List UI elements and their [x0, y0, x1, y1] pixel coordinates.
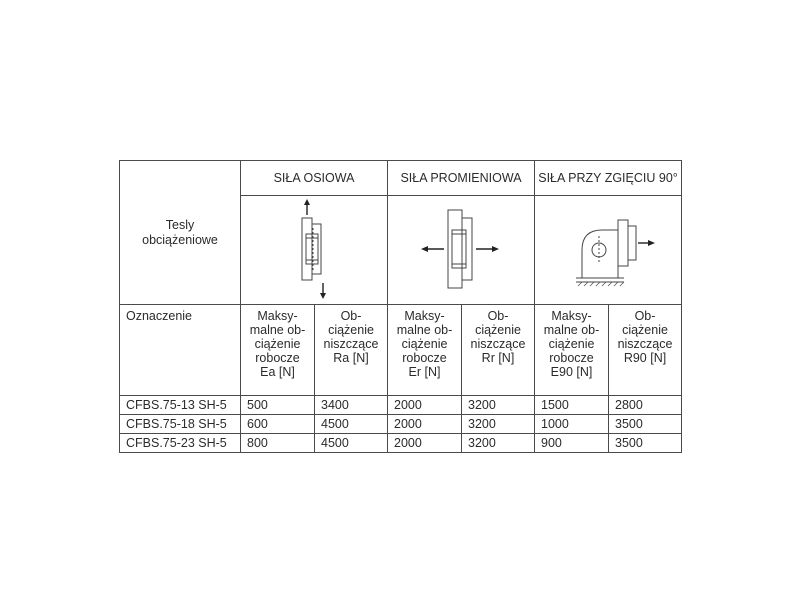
label-line: robocze	[402, 351, 447, 365]
bending-force-diagram	[558, 198, 658, 302]
label-line: malne ob-	[249, 323, 306, 337]
axial-force-diagram-cell	[241, 196, 388, 305]
value-cell: 2000	[388, 434, 462, 453]
value-cell: 3200	[462, 434, 535, 453]
tests-header-cell	[120, 161, 241, 305]
table-row	[120, 434, 682, 453]
label-line: E90 [N]	[550, 365, 593, 379]
label-line: Maksy-	[257, 309, 298, 323]
radial-force-diagram	[416, 198, 506, 302]
value-cell: 600	[241, 415, 315, 434]
value-cell: 3400	[315, 396, 388, 415]
value-cell: 1500	[535, 396, 609, 415]
value-cell: 500	[241, 396, 315, 415]
value-cell: 3200	[462, 396, 535, 415]
label-line: ciążenie	[401, 337, 448, 351]
column-label-rr	[462, 305, 535, 396]
value-cell: 4500	[315, 415, 388, 434]
designation-cell: CFBS.75-18 SH-5	[120, 415, 241, 434]
label-line: Ra [N]	[333, 351, 369, 365]
label-line: ciążenie	[328, 323, 374, 337]
value-cell: 3500	[609, 434, 682, 453]
value-cell: 3500	[609, 415, 682, 434]
bending-force-diagram-cell	[535, 196, 682, 305]
label-line: ciążenie	[475, 323, 521, 337]
label-line: malne ob-	[543, 323, 600, 337]
load-test-table	[119, 160, 682, 453]
label-line: ciążenie	[548, 337, 595, 351]
label-line: ciążenie	[254, 337, 301, 351]
column-label-er	[388, 305, 462, 396]
bending-force-header: SIŁA PRZY ZGIĘCIU 90°	[535, 161, 682, 196]
label-line: niszczące	[470, 337, 526, 351]
label-line: Ob-	[487, 309, 509, 323]
designation-label-cell	[120, 305, 241, 396]
value-cell: 4500	[315, 434, 388, 453]
designation-cell: CFBS.75-13 SH-5	[120, 396, 241, 415]
label-line: robocze	[549, 351, 594, 365]
value-cell: 2000	[388, 415, 462, 434]
label-line: R90 [N]	[623, 351, 667, 365]
designation-cell: CFBS.75-23 SH-5	[120, 434, 241, 453]
value-cell: 2000	[388, 396, 462, 415]
value-cell: 800	[241, 434, 315, 453]
label-line: Maksy-	[404, 309, 445, 323]
tests-label-line: Tesly	[165, 217, 195, 232]
label-line: Ea [N]	[260, 365, 295, 379]
label-line: malne ob-	[396, 323, 453, 337]
value-cell: 1000	[535, 415, 609, 434]
label-line: ciążenie	[622, 323, 668, 337]
column-label-e90	[535, 305, 609, 396]
radial-force-header: SIŁA PROMIENIOWA	[388, 161, 535, 196]
column-label-ea	[241, 305, 315, 396]
radial-force-diagram-cell	[388, 196, 535, 305]
value-cell: 900	[535, 434, 609, 453]
table-row	[120, 415, 682, 434]
label-line: niszczące	[323, 337, 379, 351]
axial-force-header: SIŁA OSIOWA	[241, 161, 388, 196]
column-label-r90	[609, 305, 682, 396]
value-cell: 2800	[609, 396, 682, 415]
label-line: Er [N]	[408, 365, 441, 379]
designation-label: Oznaczenie	[126, 309, 193, 323]
label-line: Maksy-	[551, 309, 592, 323]
label-line: robocze	[255, 351, 300, 365]
column-label-ra	[315, 305, 388, 396]
label-line: Ob-	[634, 309, 656, 323]
label-line: Ob-	[340, 309, 362, 323]
axial-force-diagram	[284, 198, 344, 302]
tests-label-line: obciążeniowe	[142, 232, 218, 247]
value-cell: 3200	[462, 415, 535, 434]
label-line: niszczące	[617, 337, 673, 351]
table-row	[120, 396, 682, 415]
label-line: Rr [N]	[481, 351, 515, 365]
